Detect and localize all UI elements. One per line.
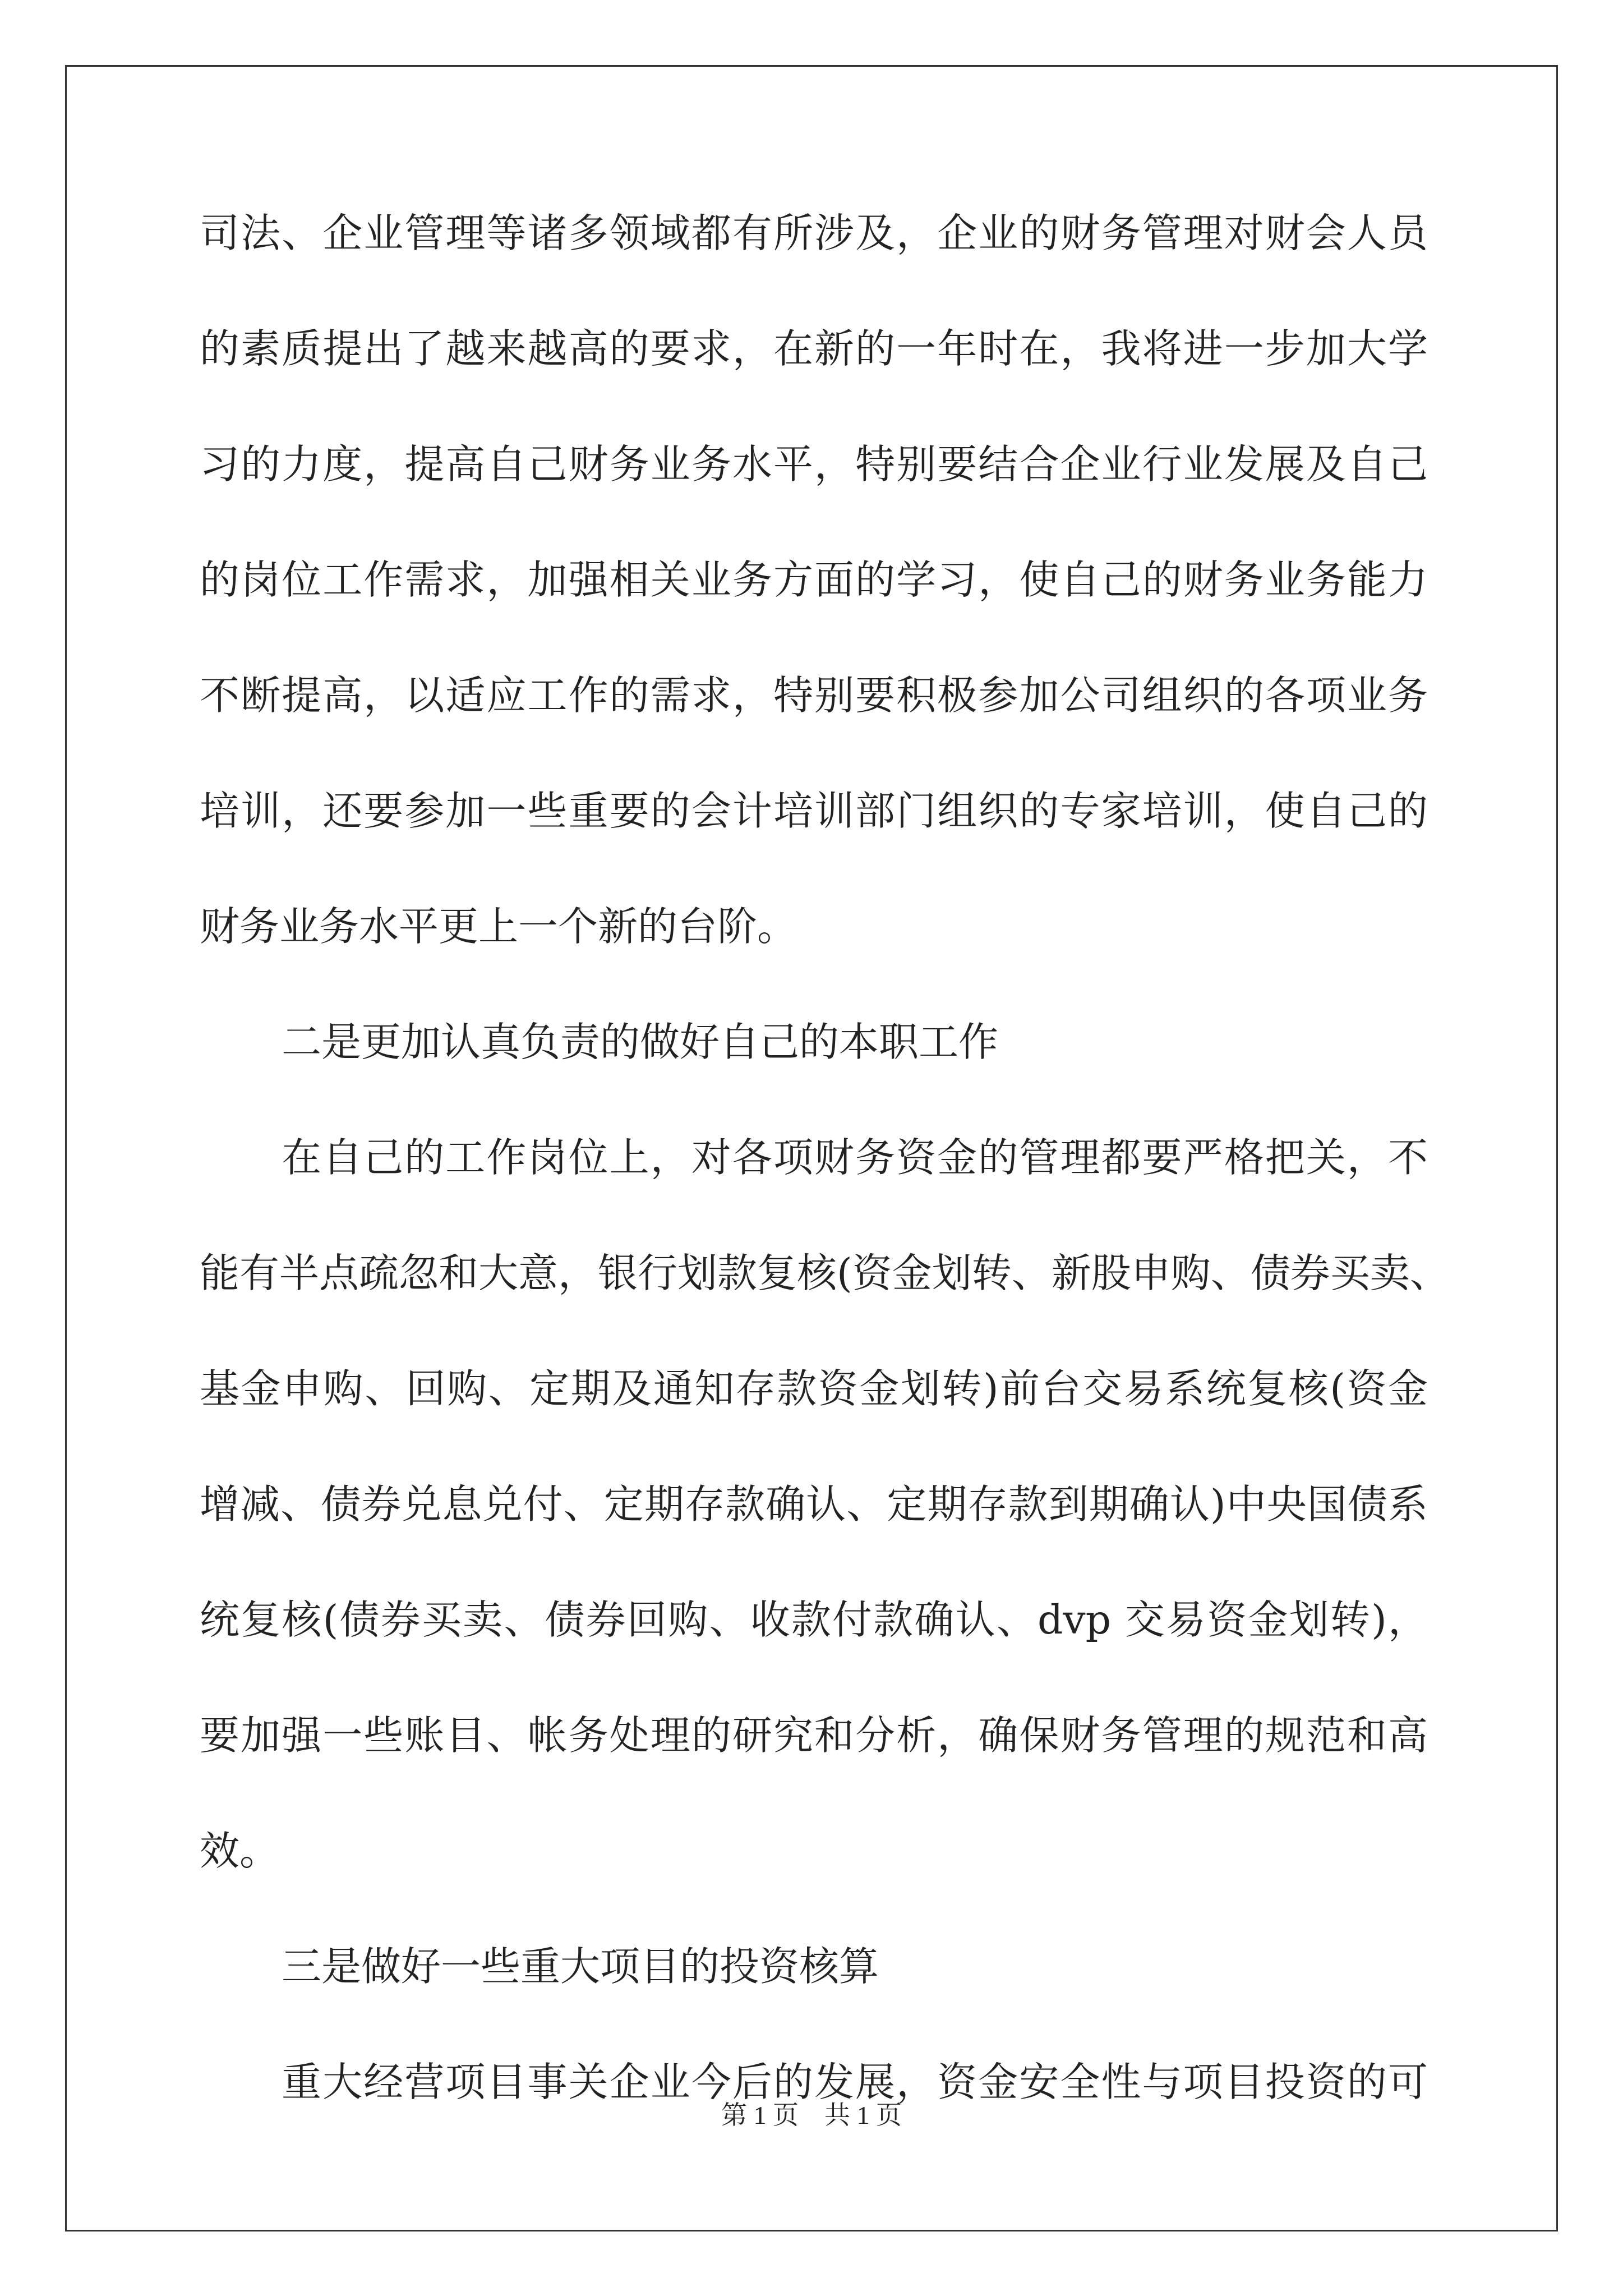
- section-heading: 二是更加认真负责的做好自己的本职工作: [282, 1019, 999, 1065]
- text-line: 培训，还要参加一些重要的会计培训部门组织的专家培训，使自己的: [200, 788, 1428, 834]
- text-line: 在自己的工作岗位上，对各项财务资金的管理都要严格把关，不: [282, 1134, 1428, 1181]
- page-number: 第 1 页: [721, 2101, 799, 2129]
- page-total: 共 1 页: [824, 2101, 902, 2129]
- text-line: 司法、企业管理等诸多领域都有所涉及，企业的财务管理对财会人员: [200, 210, 1428, 256]
- text-line: 增减、债券兑息兑付、定期存款确认、定期存款到期确认)中央国债系: [200, 1481, 1428, 1527]
- text-line: 效。: [200, 1828, 280, 1874]
- text-line: 财务业务水平更上一个新的台阶。: [200, 903, 797, 950]
- text-line: 的素质提出了越来越高的要求，在新的一年时在，我将进一步加大学: [200, 325, 1428, 372]
- text-line: 习的力度，提高自己财务业务水平，特别要结合企业行业发展及自己: [200, 441, 1428, 487]
- text-line: 重大经营项目事关企业今后的发展，资金安全性与项目投资的可: [282, 2059, 1428, 2105]
- text-line: 的岗位工作需求，加强相关业务方面的学习，使自己的财务业务能力: [200, 556, 1428, 603]
- page-footer: [0, 2095, 1623, 2132]
- text-line: 不断提高，以适应工作的需求，特别要积极参加公司组织的各项业务: [200, 672, 1428, 719]
- text-line: 统复核(债券买卖、债券回购、收款付款确认、dvp 交易资金划转)，: [200, 1596, 1428, 1643]
- text-line: 基金申购、回购、定期及通知存款资金划转)前台交易系统复核(资金: [200, 1365, 1428, 1412]
- section-heading: 三是做好一些重大项目的投资核算: [282, 1943, 879, 1990]
- text-line: 能有半点疏忽和大意，银行划款复核(资金划转、新股申购、债券买卖、: [200, 1250, 1450, 1296]
- text-line: 要加强一些账目、帐务处理的研究和分析，确保财务管理的规范和高: [200, 1712, 1428, 1759]
